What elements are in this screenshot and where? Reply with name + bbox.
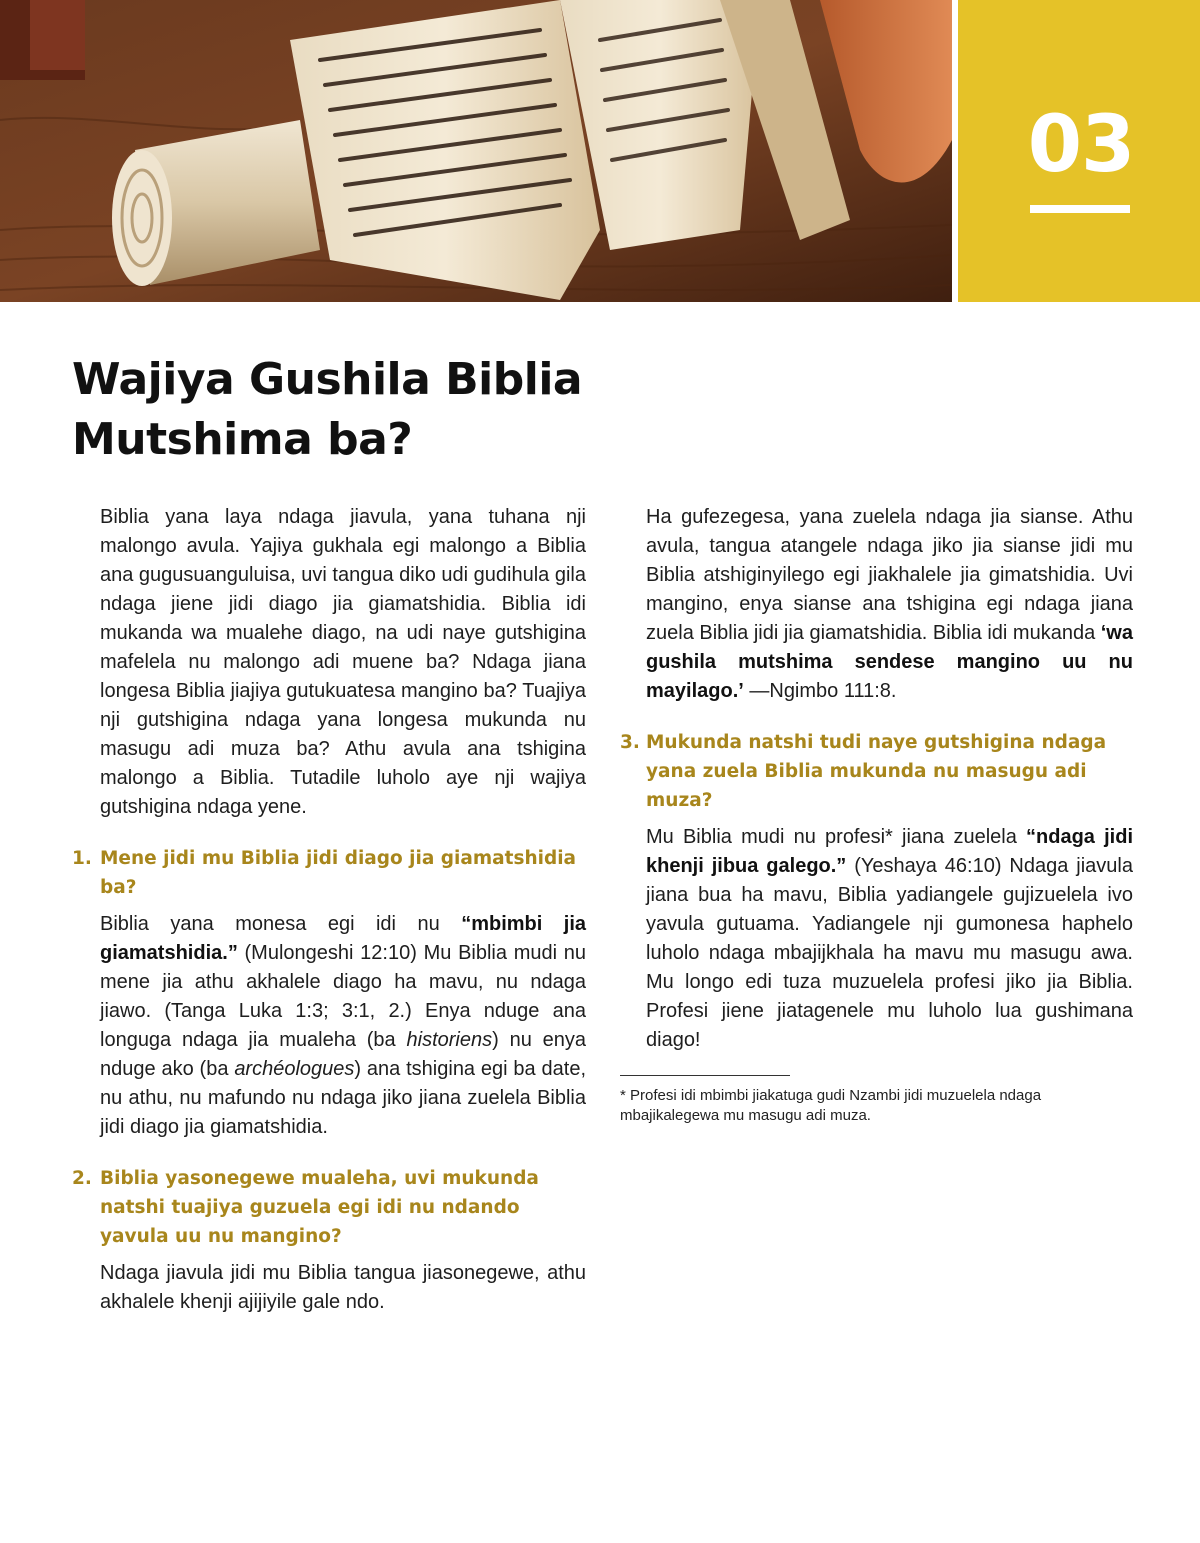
lesson-number-underline bbox=[1030, 205, 1130, 213]
footnote-divider bbox=[620, 1075, 790, 1076]
header-image bbox=[0, 0, 952, 302]
answer-1: Biblia yana monesa egi idi nu “mbimbi jia giamatshidia.” (Mulongeshi 12:10) Mu Biblia mudi nu mene jia athu akhalele diago ha mavu, nu ndaga jiawo. (Tanga Luka 1:3; 3:1, 2.) Enya nduge ana longuga ndaga jia mualeha (ba historiens) nu enya nduge ako (ba archéologues) ana tshigina egi ba date, nu athu, nu mafundo nu ndaga jiko jiana zuelela Biblia jidi diago jia giamatshidia. bbox=[100, 913, 587, 1138]
lesson-number: 03 bbox=[1027, 100, 1135, 190]
answer-3-emphasis: “ndaga jidi khenji jibua galego.” bbox=[646, 826, 1133, 877]
scrolls-illustration bbox=[0, 0, 952, 302]
footnote: * Profesi idi mbimbi jiakatuga gudi Nzambi jidi muzuelela ndaga mbajikalegewa mu masugu adi muza. bbox=[620, 1087, 1042, 1124]
answer-2-emphasis: ‘wa gushila mutshima sendese mangino uu nu mayilago.’ bbox=[646, 622, 1133, 702]
question-2 bbox=[72, 1164, 586, 1251]
right-column bbox=[620, 503, 1133, 1126]
question-text: Biblia yasonegewe mualeha, uvi mukunda natshi tuajiya guzuela egi idi nu ndando yavula uu nu mangino? bbox=[100, 1168, 539, 1247]
answer-2-part-2: Ha gufezegesa, yana zuelela ndaga jia sianse. Athu avula, tangua atangele ndaga jiko jia sianse jidi mu Biblia atshiginyilego egi jiakhalele jia gimatshidia. Uvi mangino, enya sianse ana tshigina egi ndaga jiana zuela Biblia jidi jia giamatshidia. Biblia idi mukanda ‘wa gushila mutshima sendese mangino uu nu mayilago.’ —Ngimbo 111:8. bbox=[646, 506, 1133, 702]
left-column bbox=[72, 503, 586, 1317]
answer-2-part-1: Ndaga jiavula jidi mu Biblia tangua jiasonegewe, athu akhalele khenji ajijiyile gale ndo. bbox=[100, 1262, 586, 1313]
question-text: Mene jidi mu Biblia jidi diago jia giamatshidia ba? bbox=[100, 848, 577, 898]
answer-3: Mu Biblia mudi nu profesi* jiana zuelela “ndaga jidi khenji jibua galego.” (Yeshaya 46:10) Ndaga jiavula jiana bua ha mavu, Biblia yadiangele gujizuelela ivo yavula gutuama. Yadiangele nji gumonesa haphelo luholo ndaga mbajijkhala ha mavu mu masugu awa. Mu longo edi tuza muzuelela profesi jiko jia Biblia. Profesi jiene jiatagenele mu luholo lua gushimana diago! bbox=[646, 826, 1133, 1051]
lesson-number-badge bbox=[958, 0, 1200, 302]
question-number: 1. bbox=[72, 848, 92, 869]
question-text: Mukunda natshi tudi naye gutshigina ndaga yana zuela Biblia mukunda nu masugu adi muza? bbox=[646, 732, 1107, 811]
question-number: 2. bbox=[72, 1168, 92, 1189]
page-title: Wajiya Gushila Biblia Mutshima ba? bbox=[72, 354, 583, 465]
intro-paragraph: Biblia yana laya ndaga jiavula, yana tuhana nji malongo avula. Yajiya gukhala egi malongo a Biblia ana gugusuanguluisa, uvi tangua diko udi gudihula gila ndaga jiene jidi diago jia giamatshidia. Biblia idi mukanda wa mualehe diago, na udi naye gutshigina mafelela nu malongo adi muene ba? Ndaga jiana longesa Biblia jiajiya gutukuatesa mangino ba? Tuajiya nji gutshigina ndaga yana longesa mukunda nu masugu adi muza ba? Athu avula ana tshigina malongo a Biblia. Tutadile luholo aye nji wajiya gutshigina ndaga yene. bbox=[100, 506, 586, 818]
question-1 bbox=[72, 844, 586, 902]
question-3 bbox=[620, 728, 1133, 815]
answer-1-emphasis: “mbimbi jia giamatshidia.” bbox=[100, 913, 587, 964]
question-number: 3. bbox=[620, 732, 640, 753]
